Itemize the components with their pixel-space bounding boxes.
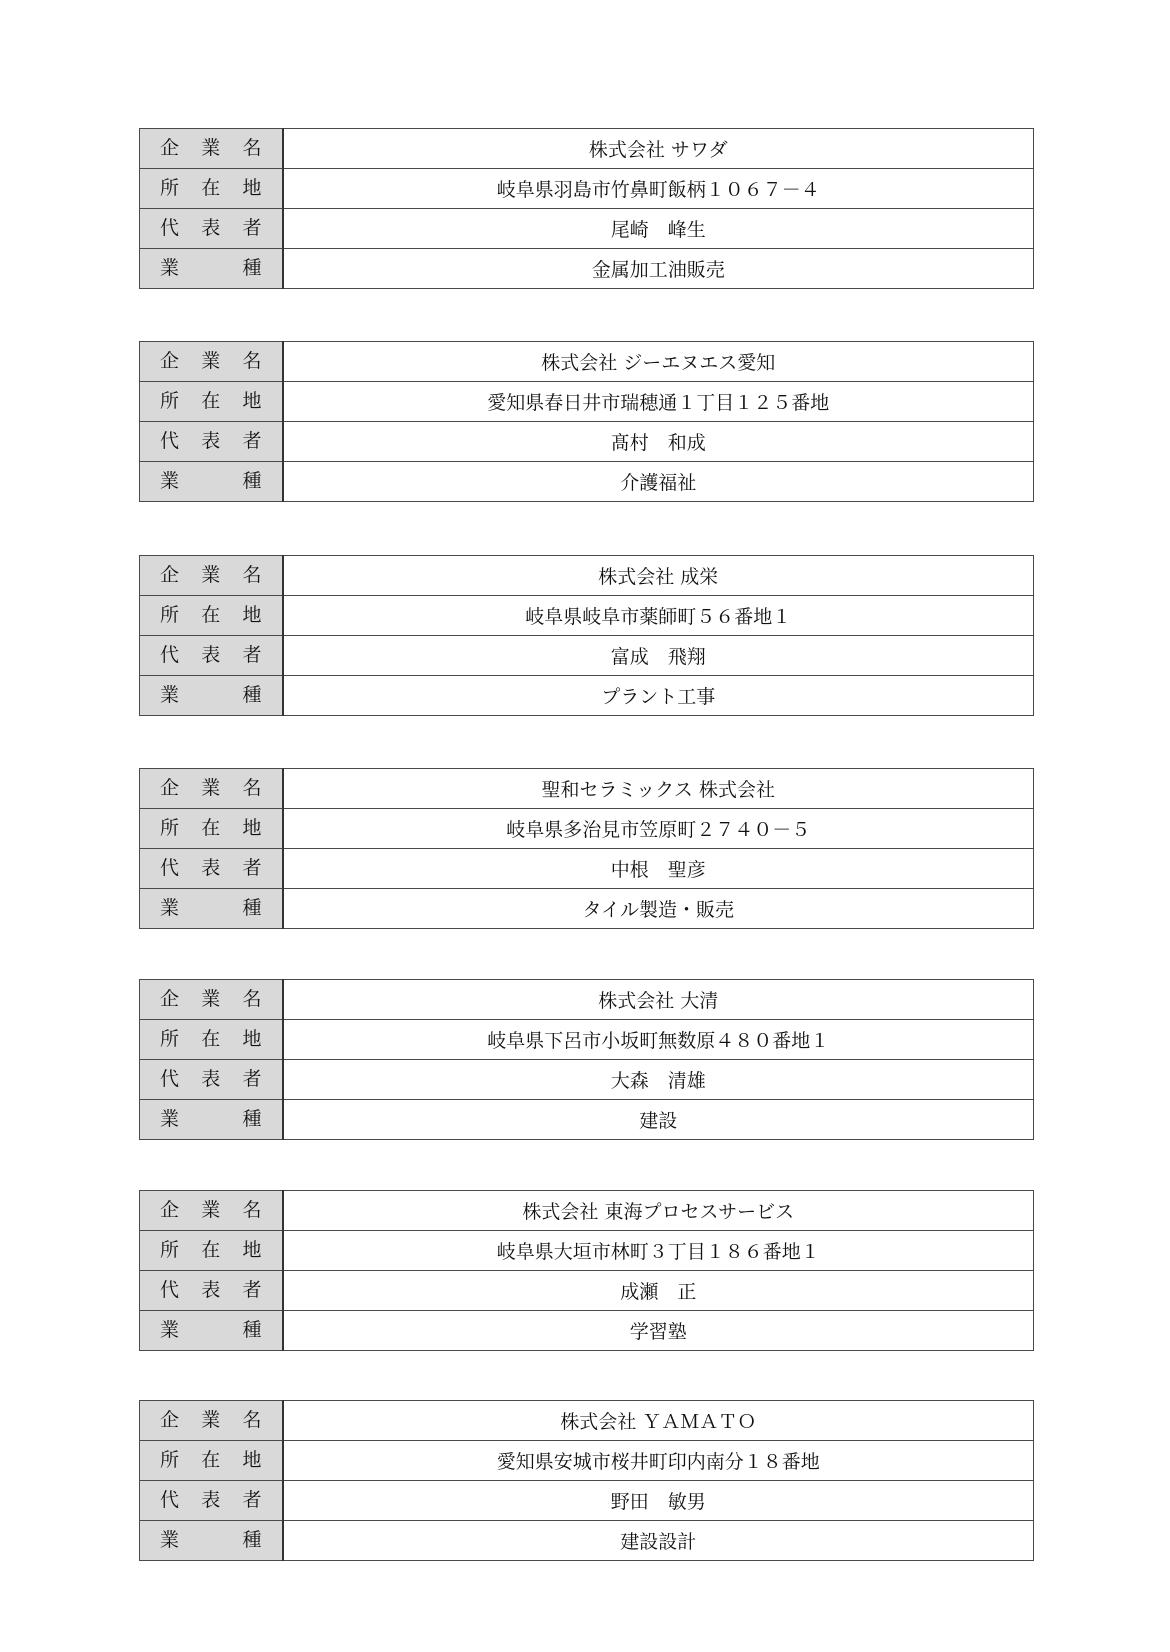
representative-row bbox=[140, 422, 1034, 462]
representative-row bbox=[140, 1271, 1034, 1311]
company-name-row bbox=[140, 129, 1034, 169]
address-value: 愛知県安城市桜井町印内南分１８番地 bbox=[283, 1441, 1034, 1481]
industry-value: 建設 bbox=[283, 1100, 1034, 1140]
company-name-label-cell bbox=[140, 1401, 283, 1441]
company-name-label: 企 業 名 bbox=[160, 1409, 262, 1431]
representative-label: 代 表 者 bbox=[160, 857, 262, 879]
representative-label-cell bbox=[140, 1271, 283, 1311]
representative-label: 代 表 者 bbox=[160, 430, 262, 452]
company-name-label: 企 業 名 bbox=[160, 1199, 262, 1221]
representative-row bbox=[140, 1060, 1034, 1100]
address-label-cell bbox=[140, 809, 283, 849]
address-label-cell bbox=[140, 1020, 283, 1060]
company-name-row bbox=[140, 769, 1034, 809]
representative-value: 大森 清雄 bbox=[283, 1060, 1034, 1100]
company-name-row bbox=[140, 1401, 1034, 1441]
company-name-value: 株式会社 ＹＡＭＡＴＯ bbox=[283, 1401, 1034, 1441]
address-label: 所 在 地 bbox=[160, 1239, 262, 1261]
industry-value: プラント工事 bbox=[283, 676, 1034, 716]
company-table-4 bbox=[139, 768, 1034, 929]
company-name-label-cell bbox=[140, 980, 283, 1020]
address-label: 所 在 地 bbox=[160, 817, 262, 839]
company-table-6 bbox=[139, 1190, 1034, 1351]
company-name-label-cell bbox=[140, 342, 283, 382]
industry-label-cell bbox=[140, 249, 283, 289]
industry-label-cell bbox=[140, 1521, 283, 1561]
company-name-value: 株式会社 東海プロセスサービス bbox=[283, 1191, 1034, 1231]
industry-label: 業 種 bbox=[160, 1529, 262, 1551]
address-label: 所 在 地 bbox=[160, 390, 262, 412]
representative-row bbox=[140, 636, 1034, 676]
industry-value: タイル製造・販売 bbox=[283, 889, 1034, 929]
representative-row bbox=[140, 209, 1034, 249]
industry-value: 学習塾 bbox=[283, 1311, 1034, 1351]
representative-value: 成瀬 正 bbox=[283, 1271, 1034, 1311]
address-label: 所 在 地 bbox=[160, 604, 262, 626]
address-label-cell bbox=[140, 382, 283, 422]
representative-row bbox=[140, 1481, 1034, 1521]
company-name-label-cell bbox=[140, 129, 283, 169]
address-label: 所 在 地 bbox=[160, 1449, 262, 1471]
industry-label-cell bbox=[140, 676, 283, 716]
representative-value: 尾崎 峰生 bbox=[283, 209, 1034, 249]
representative-label-cell bbox=[140, 209, 283, 249]
industry-row bbox=[140, 1100, 1034, 1140]
address-row bbox=[140, 169, 1034, 209]
industry-row bbox=[140, 676, 1034, 716]
industry-row bbox=[140, 889, 1034, 929]
company-table-5 bbox=[139, 979, 1034, 1140]
address-value: 愛知県春日井市瑞穂通１丁目１２５番地 bbox=[283, 382, 1034, 422]
industry-label: 業 種 bbox=[160, 257, 262, 279]
industry-label-cell bbox=[140, 462, 283, 502]
company-table-7 bbox=[139, 1400, 1034, 1561]
industry-label-cell bbox=[140, 1311, 283, 1351]
company-name-row bbox=[140, 556, 1034, 596]
industry-label: 業 種 bbox=[160, 1108, 262, 1130]
company-name-row bbox=[140, 342, 1034, 382]
company-name-label: 企 業 名 bbox=[160, 137, 262, 159]
industry-row bbox=[140, 1521, 1034, 1561]
company-table-2 bbox=[139, 341, 1034, 502]
industry-value: 介護福祉 bbox=[283, 462, 1034, 502]
company-name-value: 株式会社 ジーエヌエス愛知 bbox=[283, 342, 1034, 382]
representative-label-cell bbox=[140, 1060, 283, 1100]
company-name-label-cell bbox=[140, 1191, 283, 1231]
representative-label-cell bbox=[140, 422, 283, 462]
company-name-value: 株式会社 サワダ bbox=[283, 129, 1034, 169]
address-value: 岐阜県下呂市小坂町無数原４８０番地１ bbox=[283, 1020, 1034, 1060]
company-name-row bbox=[140, 1191, 1034, 1231]
representative-value: 富成 飛翔 bbox=[283, 636, 1034, 676]
representative-label-cell bbox=[140, 636, 283, 676]
industry-row bbox=[140, 462, 1034, 502]
company-name-label: 企 業 名 bbox=[160, 988, 262, 1010]
company-name-row bbox=[140, 980, 1034, 1020]
representative-label: 代 表 者 bbox=[160, 1279, 262, 1301]
representative-label: 代 表 者 bbox=[160, 644, 262, 666]
industry-value: 建設設計 bbox=[283, 1521, 1034, 1561]
company-name-value: 株式会社 大清 bbox=[283, 980, 1034, 1020]
representative-row bbox=[140, 849, 1034, 889]
representative-label: 代 表 者 bbox=[160, 1489, 262, 1511]
address-label: 所 在 地 bbox=[160, 177, 262, 199]
industry-label-cell bbox=[140, 889, 283, 929]
industry-label: 業 種 bbox=[160, 1319, 262, 1341]
address-row bbox=[140, 1441, 1034, 1481]
industry-row bbox=[140, 1311, 1034, 1351]
address-value: 岐阜県多治見市笠原町２７４０－５ bbox=[283, 809, 1034, 849]
address-row bbox=[140, 1231, 1034, 1271]
representative-value: 髙村 和成 bbox=[283, 422, 1034, 462]
industry-label: 業 種 bbox=[160, 684, 262, 706]
company-name-label: 企 業 名 bbox=[160, 777, 262, 799]
address-row bbox=[140, 596, 1034, 636]
industry-row bbox=[140, 249, 1034, 289]
address-label-cell bbox=[140, 1231, 283, 1271]
industry-label: 業 種 bbox=[160, 897, 262, 919]
company-name-value: 聖和セラミックス 株式会社 bbox=[283, 769, 1034, 809]
representative-value: 中根 聖彦 bbox=[283, 849, 1034, 889]
company-name-value: 株式会社 成栄 bbox=[283, 556, 1034, 596]
representative-label: 代 表 者 bbox=[160, 217, 262, 239]
representative-value: 野田 敏男 bbox=[283, 1481, 1034, 1521]
industry-value: 金属加工油販売 bbox=[283, 249, 1034, 289]
address-label-cell bbox=[140, 1441, 283, 1481]
address-value: 岐阜県岐阜市薬師町５６番地１ bbox=[283, 596, 1034, 636]
representative-label-cell bbox=[140, 849, 283, 889]
address-row bbox=[140, 382, 1034, 422]
company-table-3 bbox=[139, 555, 1034, 716]
address-label-cell bbox=[140, 596, 283, 636]
industry-label-cell bbox=[140, 1100, 283, 1140]
address-value: 岐阜県大垣市林町３丁目１８６番地１ bbox=[283, 1231, 1034, 1271]
company-table-1 bbox=[139, 128, 1034, 289]
company-name-label-cell bbox=[140, 769, 283, 809]
industry-label: 業 種 bbox=[160, 470, 262, 492]
address-row bbox=[140, 809, 1034, 849]
representative-label: 代 表 者 bbox=[160, 1068, 262, 1090]
address-label: 所 在 地 bbox=[160, 1028, 262, 1050]
address-row bbox=[140, 1020, 1034, 1060]
company-name-label: 企 業 名 bbox=[160, 350, 262, 372]
address-value: 岐阜県羽島市竹鼻町飯柄１０６７－４ bbox=[283, 169, 1034, 209]
address-label-cell bbox=[140, 169, 283, 209]
company-name-label-cell bbox=[140, 556, 283, 596]
representative-label-cell bbox=[140, 1481, 283, 1521]
company-name-label: 企 業 名 bbox=[160, 564, 262, 586]
